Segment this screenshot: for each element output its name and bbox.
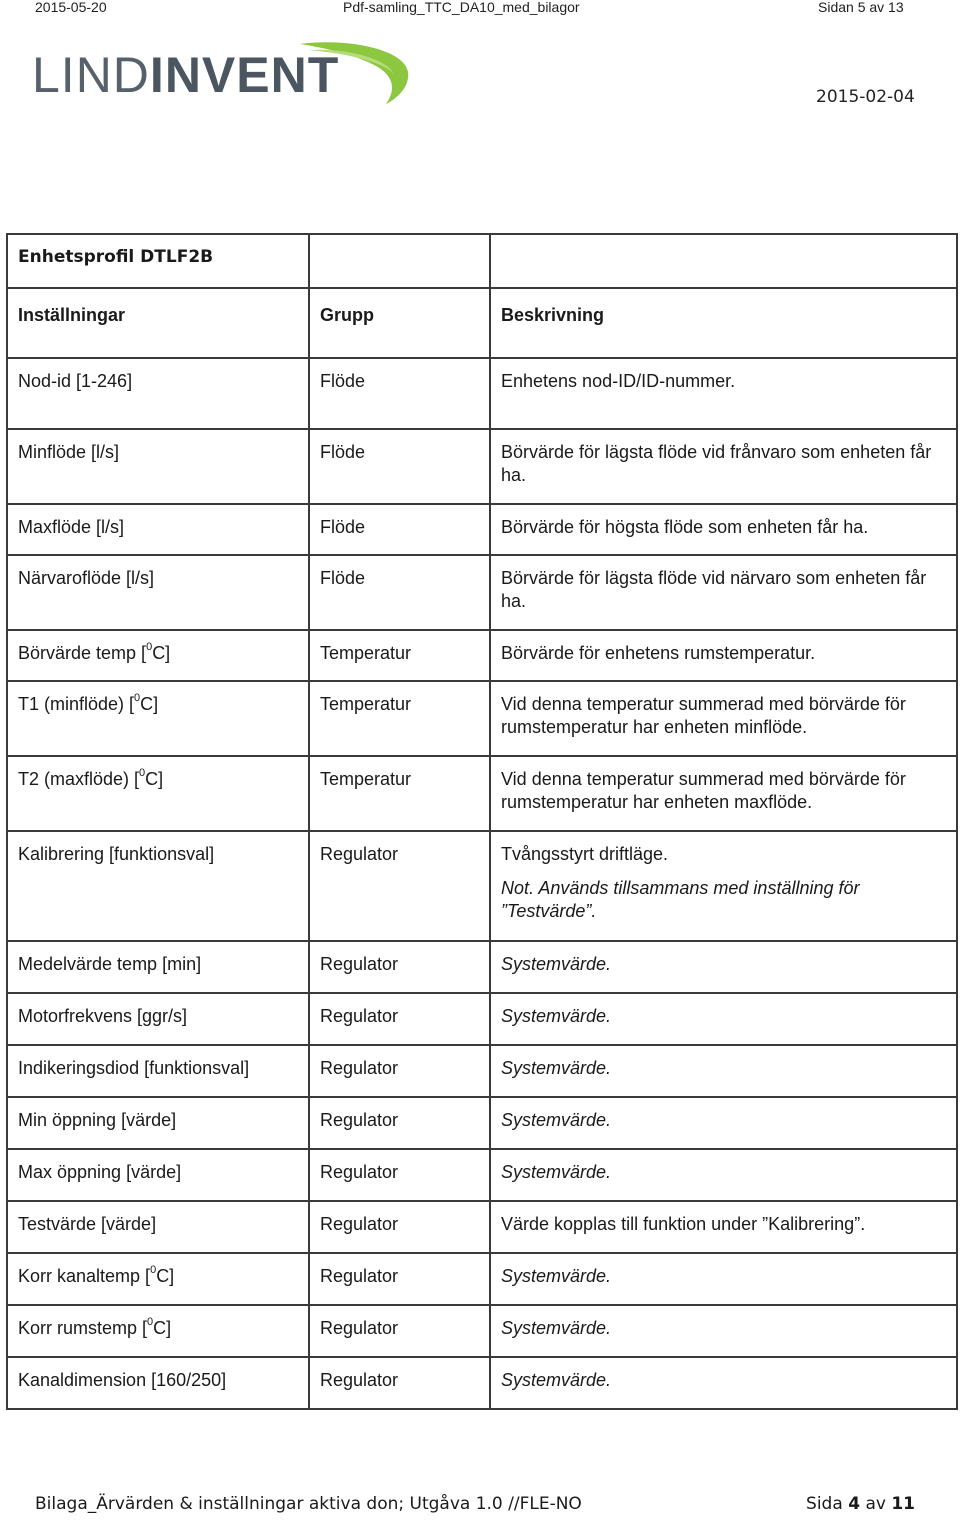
table-row	[7, 1097, 957, 1149]
setting-cell: Medelvärde temp [min]	[7, 941, 309, 993]
description-cell: Vid denna temperatur summerad med börvärde för rumstemperatur har enheten minflöde.	[490, 681, 957, 756]
description-cell: Tvångsstyrt driftläge. Not. Används tillsammans med inställning för ”Testvärde”.	[490, 831, 957, 941]
description-cell: Systemvärde.	[490, 1305, 957, 1357]
table-row	[7, 630, 957, 681]
group-cell: Regulator	[309, 1305, 490, 1357]
device-profile-table	[6, 233, 958, 1410]
setting-cell: Börvärde temp [$^0$C]	[7, 630, 309, 681]
setting-cell: Indikeringsdiod [funktionsval]	[7, 1045, 309, 1097]
description-cell: Börvärde för lägsta flöde vid närvaro som enheten får ha.	[490, 555, 957, 630]
setting-cell: T1 (minflöde) [$^0$C]	[7, 681, 309, 756]
description-cell: Vid denna temperatur summerad med börvärde för rumstemperatur har enheten maxflöde.	[490, 756, 957, 831]
print-date: 2015-05-20	[35, 0, 107, 15]
document-date: 2015-02-04	[816, 87, 915, 107]
table-row	[7, 1149, 957, 1201]
description-cell: Börvärde för högsta flöde som enheten får ha.	[490, 504, 957, 555]
print-page-number: Sidan 5 av 13	[818, 0, 904, 15]
table-row	[7, 756, 957, 831]
description-cell: Systemvärde.	[490, 1357, 957, 1409]
setting-cell: Nod-id [1-246]	[7, 358, 309, 429]
group-cell: Regulator	[309, 1149, 490, 1201]
table-row	[7, 831, 957, 941]
setting-cell: Max öppning [värde]	[7, 1149, 309, 1201]
description-cell: Börvärde för enhetens rumstemperatur.	[490, 630, 957, 681]
lindinvent-logo	[32, 38, 412, 110]
setting-cell: Kalibrering [funktionsval]	[7, 831, 309, 941]
table-row	[7, 1045, 957, 1097]
table-title-row	[7, 234, 957, 288]
description-cell: Börvärde för lägsta flöde vid frånvaro som enheten får ha.	[490, 429, 957, 504]
header-group: Grupp	[309, 288, 490, 358]
print-header	[0, 0, 960, 16]
setting-cell: Testvärde [värde]	[7, 1201, 309, 1253]
logo-text-invent: INVENT	[149, 47, 340, 103]
setting-cell: Min öppning [värde]	[7, 1097, 309, 1149]
table-row	[7, 429, 957, 504]
table-row	[7, 993, 957, 1045]
group-cell: Flöde	[309, 429, 490, 504]
table-row	[7, 941, 957, 993]
print-filename: Pdf-samling_TTC_DA10_med_bilagor	[343, 0, 580, 15]
group-cell: Regulator	[309, 1097, 490, 1149]
table-row	[7, 358, 957, 429]
setting-cell: Närvaroflöde [l/s]	[7, 555, 309, 630]
description-note: Not. Används tillsammans med inställning för ”Testvärde”.	[501, 878, 860, 921]
group-cell: Regulator	[309, 1045, 490, 1097]
setting-cell: Minflöde [l/s]	[7, 429, 309, 504]
group-cell: Regulator	[309, 993, 490, 1045]
setting-cell: Motorfrekvens [ggr/s]	[7, 993, 309, 1045]
header-description: Beskrivning	[490, 288, 957, 358]
setting-cell: Maxflöde [l/s]	[7, 504, 309, 555]
description-cell: Systemvärde.	[490, 941, 957, 993]
group-cell: Regulator	[309, 1201, 490, 1253]
table-row	[7, 1253, 957, 1305]
table-row	[7, 681, 957, 756]
description-cell: Systemvärde.	[490, 1097, 957, 1149]
group-cell: Temperatur	[309, 681, 490, 756]
page-footer	[35, 1494, 915, 1514]
header-settings: Inställningar	[7, 288, 309, 358]
setting-cell: T2 (maxflöde) [$^0$C]	[7, 756, 309, 831]
setting-cell: Korr rumstemp [$^0$C]	[7, 1305, 309, 1357]
group-cell: Flöde	[309, 504, 490, 555]
group-cell: Regulator	[309, 831, 490, 941]
group-cell: Regulator	[309, 941, 490, 993]
logo-text-lind: LIND	[32, 47, 150, 103]
table-header-row	[7, 288, 957, 358]
description-cell: Systemvärde.	[490, 1045, 957, 1097]
table-row	[7, 1305, 957, 1357]
logo-swoosh-icon	[294, 38, 414, 110]
footer-page-number: Sida 4 av 11	[806, 1494, 915, 1514]
group-cell: Temperatur	[309, 756, 490, 831]
group-cell: Regulator	[309, 1357, 490, 1409]
table-row	[7, 1201, 957, 1253]
setting-cell: Kanaldimension [160/250]	[7, 1357, 309, 1409]
group-cell: Flöde	[309, 358, 490, 429]
description-cell: Systemvärde.	[490, 1149, 957, 1201]
group-cell: Flöde	[309, 555, 490, 630]
description-cell: Systemvärde.	[490, 993, 957, 1045]
table-row	[7, 1357, 957, 1409]
description-cell: Enhetens nod-ID/ID-nummer.	[490, 358, 957, 429]
setting-cell: Korr kanaltemp [$^0$C]	[7, 1253, 309, 1305]
table-row	[7, 555, 957, 630]
description-cell: Systemvärde.	[490, 1253, 957, 1305]
group-cell: Temperatur	[309, 630, 490, 681]
table-row	[7, 504, 957, 555]
footer-document-name: Bilaga_Ärvärden & inställningar aktiva don; Utgåva 1.0 //FLE-NO	[35, 1494, 582, 1514]
description-cell: Värde kopplas till funktion under ”Kalibrering”.	[490, 1201, 957, 1253]
group-cell: Regulator	[309, 1253, 490, 1305]
table-title: Enhetsprofil DTLF2B	[7, 234, 309, 288]
